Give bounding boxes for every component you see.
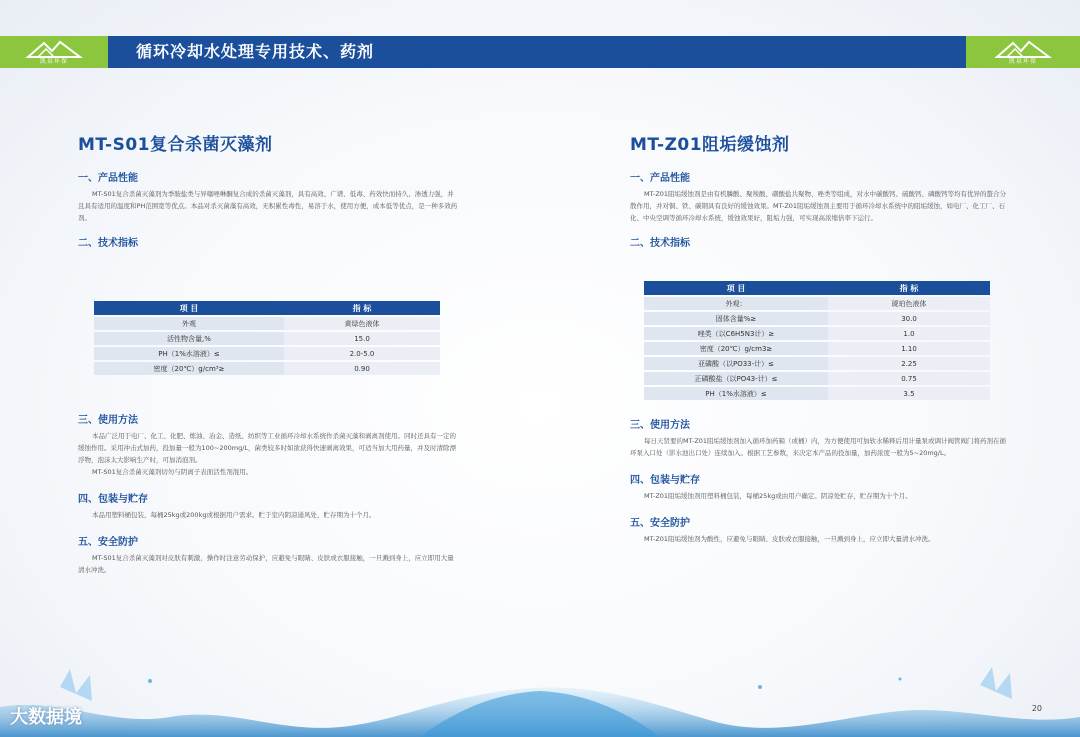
- product-title: MT-Z01阻垢缓蚀剂: [630, 135, 790, 155]
- table-row: [644, 327, 990, 340]
- page-title: 循环冷却水处理专用技术、药剂: [136, 42, 375, 61]
- spec-table: [94, 299, 440, 377]
- table-cell: 密度（20℃）g/cm3≥: [644, 342, 828, 355]
- section-text: 每日天贤要的MT-Z01阻垢缓蚀剂加入循环加药箱（或桶）内，为方便使用可加软水稀释后用计量泵或调计阀管阀门将药剂在循环泵入口处（影水池出口处）连续加入。根据工艺参数，来决定本产品的投加量，加药浓度一般为5~20mg/L。: [630, 437, 1007, 457]
- section-heading: 二、技术指标: [78, 238, 138, 249]
- table-cell: 亚磷酸（以PO33-计）≤: [644, 357, 828, 370]
- section-text: MT-Z01阻垢缓蚀剂用塑料桶包装，每桶25kg或由用户确定。阴凉处贮存，贮存期为十个月。: [644, 492, 912, 500]
- table-header-cell: 项 目: [94, 301, 284, 315]
- table-header-row: [94, 301, 440, 315]
- section-text: 本品广泛用于电厂、化工、化肥、炼油、冶金、造纸、纺织等工业循环冷却水系统作杀菌灭藻和剥离剂使用。同时还具有一定的缓蚀作用。采用冲击式加药，投加量一般为100~200mg/L，菌类较多时如欲获得快速剥离效果，可适当加大用药量，并及时清除漂浮物，泡沫太大影响生产时，可加消泡剂。: [78, 432, 457, 464]
- page-number: 20: [1031, 704, 1042, 713]
- table-cell: 唑类（以C6H5N3计）≥: [644, 327, 828, 340]
- table-cell: 0.75: [828, 372, 990, 385]
- table-cell: 1.10: [828, 342, 990, 355]
- section-text: 本品用塑料桶包装，每桶25kg或200kg或根据用户需求。贮于室内阴凉通风处，贮存期为十个月。: [92, 511, 376, 519]
- section-heading: 三、使用方法: [630, 420, 690, 431]
- logo-text: 凯泉环保: [39, 57, 68, 65]
- section-text: MT-Z01阻垢缓蚀剂为酸性，应避免与眼睛、皮肤或衣服接触，一旦溅到身上，应立即大量清水冲洗。: [644, 535, 935, 543]
- section-heading: 四、包装与贮存: [630, 475, 700, 486]
- table-cell: 活性物含量,%: [94, 332, 284, 345]
- section-text: MT-S01复合杀菌灭藻剂为季胺盐类与异噻唑啉酮复合成的杀菌灭藻剂，具有高效、广谱、低毒、药效快而持久、渗透力强，并且具有适用的温度和PH范围宽等优点。本品对杀灭菌藻有高效，无积累性毒性，易溶于水，使用方便，成本低等优点，是一种多效药剂。: [78, 190, 458, 222]
- table-header-cell: 项 目: [644, 281, 828, 295]
- table-cell: 外观: [94, 317, 284, 330]
- table-row: [644, 297, 990, 310]
- table-cell: 外观：: [644, 297, 828, 310]
- product-right: [630, 130, 1010, 545]
- product-left: [78, 130, 458, 576]
- section-text: MT-S01复合杀菌灭藻剂对皮肤有刺激，操作时注意劳动保护，应避免与眼睛、皮肤或衣服接触，一旦溅到身上，应立即用大量清水冲洗。: [78, 554, 454, 574]
- table-cell: 3.5: [828, 387, 990, 400]
- section-heading: 五、安全防护: [78, 537, 138, 548]
- section-heading: 二、技术指标: [630, 238, 690, 249]
- table-row: [94, 362, 440, 375]
- product-title: MT-S01复合杀菌灭藻剂: [78, 135, 273, 155]
- table-row: [644, 312, 990, 325]
- spec-table: [644, 279, 990, 402]
- section-heading: 四、包装与贮存: [78, 494, 148, 505]
- company-logo-left: [0, 36, 108, 68]
- section-text: MT-Z01阻垢缓蚀剂是由有机膦酸、聚羧酸、磺酸盐共聚物、唑类等组成，对水中碳酸钙、硫酸钙、磷酸钙等均有优异的螯合分散作用，并对铜、铁、碳钢具有良好的缓蚀效果。MT-Z01阻垢缓蚀剂主要用于循环冷却水系统中的阻垢缓蚀，如电厂、化工厂、石化、中央空调等循环冷却水系统，缓蚀效果好，阻垢力强，可实现高浓缩倍率下运行。: [630, 190, 1007, 222]
- table-cell: 1.0: [828, 327, 990, 340]
- table-cell: 密度（20℃）g/cm³≥: [94, 362, 284, 375]
- section-heading: 一、产品性能: [78, 173, 138, 184]
- table-header-cell: 指 标: [284, 301, 440, 315]
- table-row: [644, 387, 990, 400]
- table-row: [644, 342, 990, 355]
- section-text: MT-S01复合杀菌灭藻剂切勿与阴离子表面活性剂混用。: [92, 468, 253, 476]
- table-cell: 15.0: [284, 332, 440, 345]
- table-cell: 0.90: [284, 362, 440, 375]
- table-cell: 琥珀色液体: [828, 297, 990, 310]
- table-header-cell: 指 标: [828, 281, 990, 295]
- watermark: 大数据境: [10, 707, 82, 728]
- table-row: [644, 372, 990, 385]
- logo-text: 凯泉环保: [1008, 57, 1037, 65]
- table-cell: 30.0: [828, 312, 990, 325]
- company-logo-right: [966, 36, 1080, 68]
- section-heading: 三、使用方法: [78, 415, 138, 426]
- section-heading: 五、安全防护: [630, 518, 690, 529]
- table-cell: PH（1%水溶液）≤: [94, 347, 284, 360]
- table-cell: 正磷酸盐（以PO43-计）≤: [644, 372, 828, 385]
- table-cell: PH（1%水溶液）≤: [644, 387, 828, 400]
- table-row: [94, 332, 440, 345]
- table-row: [94, 317, 440, 330]
- table-cell: 2.0-5.0: [284, 347, 440, 360]
- table-row: [94, 347, 440, 360]
- table-cell: 黄绿色液体: [284, 317, 440, 330]
- section-heading: 一、产品性能: [630, 173, 690, 184]
- table-header-row: [644, 281, 990, 295]
- table-cell: 固体含量%≥: [644, 312, 828, 325]
- water-splash-decoration: [0, 667, 1080, 737]
- table-row: [644, 357, 990, 370]
- table-cell: 2.25: [828, 357, 990, 370]
